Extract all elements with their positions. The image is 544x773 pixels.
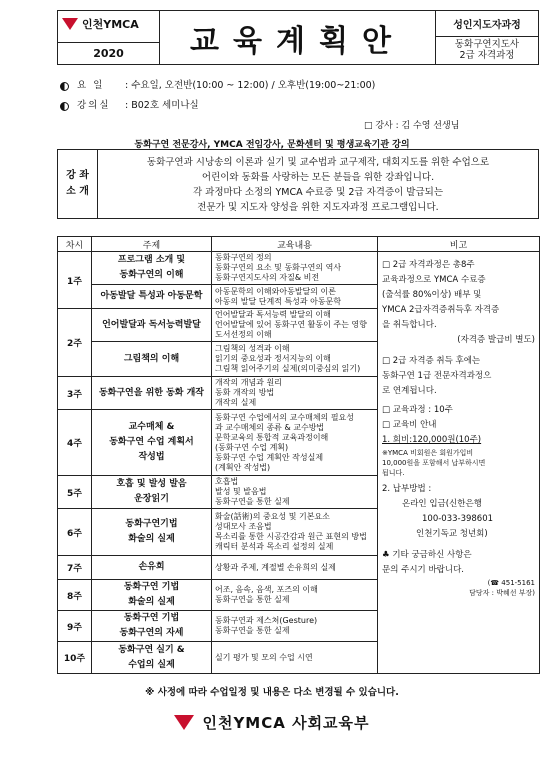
info-label: 강의실 bbox=[77, 100, 111, 111]
intro-label-line: 강 좌 bbox=[66, 170, 89, 181]
topic-line: 동화구연 수업 계획서 bbox=[109, 437, 194, 447]
topic-cell bbox=[92, 509, 212, 556]
half-circle-icon bbox=[60, 102, 69, 111]
table-header-row bbox=[58, 237, 540, 252]
topic-line: 아동발달 특성과 아동문학 bbox=[100, 291, 203, 301]
page-title: 교육계획안 bbox=[190, 23, 405, 59]
week-cell: 3주 bbox=[58, 377, 92, 410]
topic-cell bbox=[92, 377, 212, 410]
header-right-cell bbox=[436, 11, 538, 64]
note-line: ※YMCA 비회원은 회원가입비 bbox=[382, 449, 474, 457]
topic-line: 호흡 및 발성 발음 bbox=[116, 479, 187, 489]
content-line: 동화구연지도사의 자질& 비전 bbox=[215, 273, 320, 282]
intro-label bbox=[58, 150, 98, 218]
content-line: 동화구연 수업에서의 교수매체의 필요성 bbox=[215, 412, 355, 422]
topic-line: 프로그램 소개 및 bbox=[117, 255, 186, 265]
col-header-topic: 주제 bbox=[92, 237, 212, 252]
note-line: 됩니다. bbox=[382, 469, 405, 477]
intro-text bbox=[98, 150, 538, 218]
content-cell bbox=[212, 410, 378, 476]
week-cell: 2주 bbox=[58, 309, 92, 377]
week-cell: 9주 bbox=[58, 611, 92, 642]
content-line: 실기 평가 및 모의 수업 시연 bbox=[215, 652, 313, 662]
content-line: 동화구연을 통한 실제 bbox=[215, 595, 290, 604]
note-line: 문의 주시기 바랍니다. bbox=[382, 565, 465, 575]
table-row bbox=[58, 252, 540, 285]
content-line: 목소리를 통한 시공간감과 원근 표현의 방법 bbox=[215, 532, 367, 541]
title-cell bbox=[160, 11, 436, 64]
note-line: YMCA 2급자격증취득후 자격증 bbox=[382, 305, 500, 315]
year: 2020 bbox=[58, 42, 159, 60]
content-line: (동화구연 수업 계획) bbox=[215, 442, 289, 452]
content-cell bbox=[212, 556, 378, 580]
content-line: 호흡법 bbox=[215, 477, 239, 486]
topic-line: 교수매체 & bbox=[128, 422, 175, 432]
topic-line: 작성법 bbox=[138, 452, 165, 462]
week-cell: 8주 bbox=[58, 580, 92, 611]
topic-cell bbox=[92, 580, 212, 611]
content-line: 개작의 개념과 원리 bbox=[215, 378, 282, 387]
content-line: 상황과 주제, 계절별 손유희의 실제 bbox=[215, 562, 336, 572]
content-cell bbox=[212, 342, 378, 377]
content-line: 동화구연과 제스쳐(Gesture) bbox=[215, 616, 318, 625]
topic-line: 화술의 실제 bbox=[128, 597, 175, 607]
note-line: 을 취득합니다. bbox=[382, 320, 437, 330]
note-line: 로 연계됩니다. bbox=[382, 386, 437, 396]
content-line: 동화구연을 통한 실제 bbox=[215, 626, 290, 635]
week-cell: 6주 bbox=[58, 509, 92, 556]
note-line: □ 2급 자격증 취득 후에는 bbox=[382, 356, 481, 366]
content-line: 아동문학의 이해와아동발달의 이론 bbox=[215, 286, 337, 296]
col-header-notes: 비고 bbox=[378, 237, 540, 252]
note-line: 동화구연 1급 전문자격과정으 bbox=[382, 371, 492, 381]
topic-line: 운장읽기 bbox=[134, 494, 169, 504]
course-level-line2: 2급 자격과정 bbox=[459, 50, 515, 61]
info-value: : B02호 세미나실 bbox=[125, 100, 199, 111]
topic-line: 동화구연기법 bbox=[125, 519, 178, 529]
topic-line: 언어발달과 독서능력발달 bbox=[102, 319, 201, 330]
content-line: 성대모사 조음법 bbox=[215, 522, 272, 531]
content-line: 동화구연의 요소 및 동화구연의 역사 bbox=[215, 263, 342, 272]
topic-cell bbox=[92, 642, 212, 674]
content-line: 도서선정의 이해 bbox=[215, 330, 272, 339]
info-label: 요 일 bbox=[77, 80, 105, 91]
intro-line: 동화구연과 시낭송의 이론과 실기 및 교수법과 교구제작, 대회지도를 위한 수업으로 bbox=[146, 157, 490, 168]
intro-line: 각 과정마다 소정의 YMCA 수료증 및 2급 자격증이 발급되는 bbox=[192, 187, 444, 198]
note-line: 1. 회비:120,000원(10주) bbox=[382, 435, 482, 445]
logo bbox=[62, 16, 139, 32]
intro-line: 어린이와 동화를 사랑하는 모든 분들을 위한 강좌입니다. bbox=[201, 172, 435, 183]
week-cell: 7주 bbox=[58, 556, 92, 580]
intro-line: 전문가 및 지도자 양성을 위한 지도자과정 프로그램입니다. bbox=[197, 202, 439, 213]
content-line: 동화구연의 정의 bbox=[215, 253, 272, 262]
week-cell: 5주 bbox=[58, 476, 92, 509]
content-line: 그림책 읽어주기의 실제(의미중심의 읽기) bbox=[215, 364, 361, 373]
teacher: □ 강사 : 김 수영 선생님 bbox=[364, 121, 460, 131]
note-line: 교육과정으로 YMCA 수료증 bbox=[382, 275, 486, 285]
content-line: 동화구연 수업 계획안 작성실제 bbox=[215, 452, 324, 462]
content-line: 과 교수매체의 종류 & 교수방법 bbox=[215, 422, 325, 432]
header-box bbox=[57, 10, 539, 65]
info-room-row bbox=[60, 96, 375, 116]
content-line: (계획안 작성법) bbox=[215, 462, 271, 472]
intro-label-line: 소 개 bbox=[66, 186, 89, 197]
content-cell bbox=[212, 309, 378, 342]
topic-line: 동화구연 실기 & bbox=[118, 644, 185, 655]
content-cell bbox=[212, 642, 378, 674]
note-line: 2. 납부방법 : bbox=[382, 484, 432, 494]
topic-line: 동화구연의 이해 bbox=[119, 270, 184, 280]
content-line: 읽기의 중요성과 정서지능의 이해 bbox=[215, 354, 331, 363]
topic-line: 화술의 실제 bbox=[128, 534, 175, 544]
info-value: : 수요일, 오전반(10:00 ~ 12:00) / 오후반(19:00~21:00) bbox=[125, 80, 376, 91]
note-line: 10,000원을 포함해서 납부하시면 bbox=[382, 459, 486, 467]
content-line: 문학교육의 통합적 교육과정이해 bbox=[215, 432, 329, 442]
col-header-content: 교육내용 bbox=[212, 237, 378, 252]
note-line: 담당자 : 박혜선 부장) bbox=[469, 589, 535, 597]
col-header-session: 차시 bbox=[58, 237, 92, 252]
half-circle-icon bbox=[60, 82, 69, 91]
schedule-info bbox=[60, 76, 375, 116]
info-day-row bbox=[60, 76, 375, 96]
topic-line: 동화구연의 자세 bbox=[119, 628, 184, 638]
note-line: □ 교육과정 : 10주 bbox=[382, 405, 453, 415]
topic-cell bbox=[92, 252, 212, 285]
week-cell: 4주 bbox=[58, 410, 92, 476]
content-cell bbox=[212, 611, 378, 642]
content-line: 개작의 실제 bbox=[215, 398, 257, 407]
content-line: 언어발달에 있어 동화구연 활동이 주는 영향 bbox=[215, 320, 367, 329]
content-line: 화술(話術)의 중요성 및 기본요소 bbox=[215, 512, 330, 521]
content-line: 그림책의 성격과 이해 bbox=[215, 344, 290, 353]
content-line: 캐릭터 분석과 목소리 설정의 실제 bbox=[215, 542, 334, 551]
schedule-table bbox=[57, 236, 540, 674]
content-cell bbox=[212, 252, 378, 285]
note-line: (☎ 451-5161 bbox=[487, 579, 535, 587]
topic-cell bbox=[92, 476, 212, 509]
note-line: □ 2급 자격과정은 총8주 bbox=[382, 260, 475, 270]
ymca-triangle-icon bbox=[174, 715, 194, 730]
topic-cell bbox=[92, 556, 212, 580]
topic-cell bbox=[92, 309, 212, 342]
topic-line: 그림책의 이해 bbox=[123, 353, 180, 364]
schedule-change-notice: ※ 사정에 따라 수업일정 및 내용은 다소 변경될 수 있습니다. bbox=[145, 687, 399, 698]
content-line: 아동의 발달 단계적 특성과 아동문학 bbox=[215, 296, 342, 306]
content-cell bbox=[212, 476, 378, 509]
topic-cell bbox=[92, 285, 212, 309]
content-line: 언어발달과 독서능력 발달의 이해 bbox=[215, 310, 331, 319]
course-name: 성인지도자과정 bbox=[436, 11, 538, 37]
topic-cell bbox=[92, 611, 212, 642]
content-line: 어조, 음속, 음색, 포즈의 이해 bbox=[215, 585, 318, 594]
header-left-cell bbox=[58, 11, 160, 64]
week-cell: 10주 bbox=[58, 642, 92, 674]
topic-line: 동화구연을 위한 동화 개작 bbox=[98, 387, 205, 398]
content-line: 동화 개작의 방법 bbox=[215, 388, 275, 397]
note-line: (자격증 발급비 별도) bbox=[457, 335, 535, 345]
content-cell bbox=[212, 377, 378, 410]
footer-org: 인천YMCA 사회교육부 bbox=[202, 714, 370, 732]
course-intro-box bbox=[57, 149, 539, 219]
note-line: 인천기독교 청년회) bbox=[416, 529, 488, 539]
content-cell bbox=[212, 285, 378, 309]
course-level-line1: 동화구연지도사 bbox=[454, 39, 520, 50]
note-line: 온라인 입금(신한은행 bbox=[402, 499, 482, 509]
content-cell bbox=[212, 580, 378, 611]
topic-line: 동화구연 기법 bbox=[123, 582, 180, 592]
content-line: 발성 및 발음법 bbox=[215, 487, 267, 496]
notes-cell bbox=[378, 252, 540, 674]
teacher-credentials: 동화구연 전문강사, YMCA 전임강사, 문화센터 및 평생교육기관 강의 bbox=[134, 140, 410, 150]
note-line: ♣ 기타 궁금하신 사항은 bbox=[382, 550, 472, 560]
topic-cell bbox=[92, 342, 212, 377]
footer bbox=[0, 712, 544, 733]
note-line: □ 교육비 안내 bbox=[382, 420, 437, 430]
topic-line: 동화구연 기법 bbox=[123, 613, 180, 623]
week-cell: 1주 bbox=[58, 252, 92, 309]
ymca-triangle-icon bbox=[62, 18, 78, 30]
content-cell bbox=[212, 509, 378, 556]
topic-line: 수업의 실제 bbox=[128, 659, 175, 670]
content-line: 동화구연을 통한 실제 bbox=[215, 497, 290, 506]
topic-cell bbox=[92, 410, 212, 476]
note-line: 100-033-398601 bbox=[422, 514, 494, 524]
topic-line: 손유희 bbox=[138, 562, 165, 572]
org-name: 인천YMCA bbox=[82, 18, 139, 31]
note-line: (출석률 80%이상) 배부 및 bbox=[382, 290, 482, 300]
